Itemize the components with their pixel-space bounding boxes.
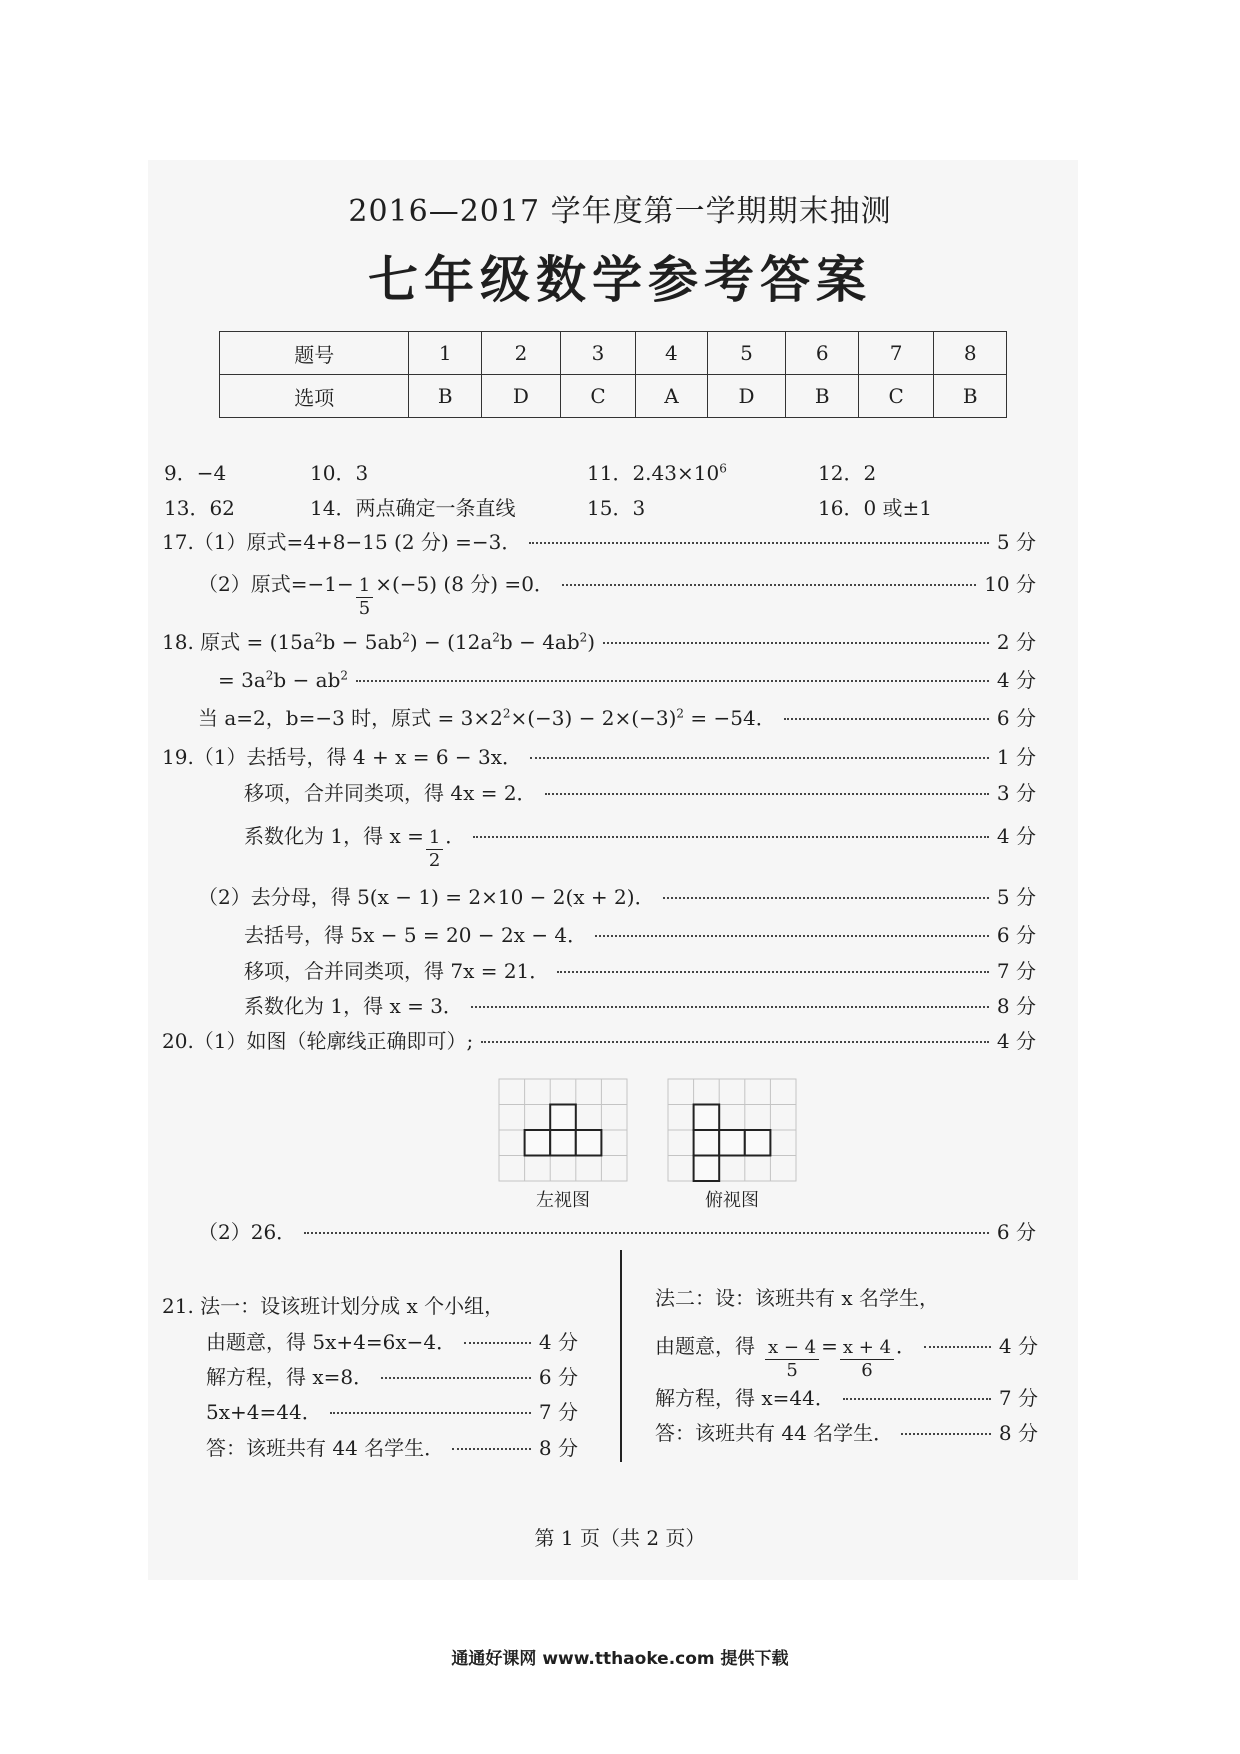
fraction-denominator: 6 [861,1360,873,1381]
q18-line2 [218,664,1036,693]
table-cell: D [707,375,786,418]
q20-part1-text: 20.（1）如图（轮廓线正确即可）; [162,1029,474,1053]
table-cell: D [482,375,561,418]
row-label-choice: 选项 [220,375,409,418]
dot-leader [562,584,976,586]
download-footer: 通通好课网 www.tthaoke.com 提供下载 [451,1649,789,1669]
expr-part: 当 a=2，b=−3 时，原式 = 3×2 [198,706,503,730]
dot-leader [603,642,989,644]
table-cell: 1 [409,332,482,375]
q18-expression [162,626,595,655]
table-cell: C [560,375,635,418]
q18-expression [218,668,348,692]
score: 3 分 [996,781,1036,805]
dot-leader [452,1448,531,1450]
q19-b4-text: 系数化为 1，得 x = 3． [244,994,463,1018]
score: 6 分 [538,1365,578,1389]
exponent: 2 [676,706,685,721]
q21-m1-line5 [206,1432,578,1461]
fraction-numerator: x + 4 [840,1337,894,1360]
score: 5 分 [996,885,1036,909]
dot-leader [545,793,989,795]
answer-q10: 10．3 [310,461,369,485]
score: 8 分 [538,1436,578,1460]
left-view-caption: 左视图 [536,1190,590,1211]
q21-m2-line3 [655,1382,1038,1411]
exponent: 2 [492,630,500,645]
table-cell: 2 [482,332,561,375]
table-cell: B [409,375,482,418]
dot-leader [330,1412,531,1414]
table-cell: B [786,375,859,418]
exponent: 2 [579,630,588,645]
row-label-question: 题号 [220,332,409,375]
score: 6 分 [996,706,1036,730]
page-number: 第 1 页（共 2 页） [534,1526,706,1550]
expr-part: ) − (12a [409,630,493,654]
expr-part: ) [587,630,596,654]
q21-m1-line5-text: 答：该班共有 44 名学生． [206,1436,445,1460]
score: 4 分 [538,1330,578,1354]
expr-part: 18. 原式 = (15a [162,630,315,654]
answer-q14: 14．两点确定一条直线 [310,496,516,520]
score: 8 分 [996,994,1036,1018]
q19-a1 [162,741,1036,770]
exponent: 2 [502,706,511,721]
dot-leader [924,1346,991,1348]
dot-leader [473,836,989,838]
view-outline [525,1105,602,1156]
q21-m2-line2 [655,1330,1038,1382]
score: 4 分 [996,668,1036,692]
q18-expression [198,702,776,731]
q18-line3 [198,702,1036,731]
q17-part1 [162,526,1036,555]
q19-a2 [244,777,1036,806]
expr-part: ×(−3) − 2×(−3) [510,706,677,730]
table-cell: 4 [636,332,707,375]
answer-q15: 15．3 [587,496,646,520]
score: 6 分 [996,1220,1036,1244]
answer-q9: 9．−4 [164,461,227,485]
exponent: 2 [265,668,274,683]
exponent: 2 [340,668,349,683]
table-cell: A [636,375,707,418]
answer-q16: 16．0 或±1 [818,496,933,520]
left-view-figure [498,1078,628,1182]
score: 2 分 [996,630,1036,654]
dot-leader [784,718,989,720]
view-outline [694,1105,771,1182]
q20-part2-text: （2）26． [198,1220,297,1244]
score: 7 分 [996,959,1036,983]
fraction [426,827,443,872]
table-cell: 6 [786,332,859,375]
answer-key-title: 七年级数学参考答案 [368,250,872,309]
fraction-denominator: 5 [358,598,371,619]
expr-part: b − 4ab [499,630,580,654]
q19-b3-text: 移项，合并同类项，得 7x = 21． [244,959,550,983]
fraction [765,1337,819,1382]
answer-table [219,331,1007,418]
dot-leader [530,757,989,759]
score: 6 分 [996,923,1036,947]
q21-m2-line4-text: 答：该班共有 44 名学生． [655,1421,894,1445]
fraction [840,1337,894,1382]
q19-b2 [244,919,1036,948]
q19-a1-text: 19.（1）去括号，得 4 + x = 6 − 3x． [162,745,523,769]
answer-q11-exponent: 6 [719,461,727,476]
fraction-denominator: 5 [786,1360,798,1381]
table-cell: 8 [934,332,1007,375]
q21-m1-line2-text: 由题意，得 5x+4=6x−4． [206,1330,457,1354]
q21-m1-line3 [206,1361,578,1390]
q17-part1-text: 17.（1）原式=4+8−15 (2 分) =−3． [162,530,522,554]
fraction [356,575,373,620]
q19-a3-suffix: ． [445,824,466,848]
q20-part1 [162,1025,1036,1054]
expr-part: b − ab [273,668,341,692]
dot-leader [356,680,989,682]
score: 10 分 [984,572,1036,596]
q17-part2-suffix: ×(−5) (8 分) =0． [375,572,554,596]
table-row-choices [220,375,1007,418]
q21-method1-setup: 21. 法一：设该班计划分成 x 个小组， [162,1294,505,1318]
equals-sign: = [821,1334,838,1358]
q20-part2 [198,1216,1036,1245]
dot-leader [464,1342,531,1344]
answer-q12: 12．2 [818,461,877,485]
table-cell: 7 [858,332,933,375]
table-row-numbers [220,332,1007,375]
score: 4 分 [996,1029,1036,1053]
q21-m1-line4 [206,1396,578,1425]
q17-part2-prefix: （2）原式=−1− [198,572,354,596]
dot-leader [843,1398,991,1400]
score: 5 分 [996,530,1036,554]
q21-m1-line4-text: 5x+4=44． [206,1400,322,1424]
fraction-numerator: x − 4 [765,1337,819,1360]
exponent: 2 [402,630,410,645]
q21-m2-line3-text: 解方程，得 x=44． [655,1386,835,1410]
q19-a3-prefix: 系数化为 1，得 x = [244,824,424,848]
q21-method2-setup: 法二：设：该班共有 x 名学生， [655,1286,939,1310]
dot-leader [901,1433,991,1435]
exponent: 2 [314,630,323,645]
fraction-denominator: 2 [428,850,441,871]
dot-leader [529,542,989,544]
answer-q13: 13．62 [164,496,235,520]
fraction-numerator: 1 [426,827,443,850]
q21-m2-line2-suffix: ． [896,1334,917,1358]
q21-m1-line3-text: 解方程，得 x=8． [206,1365,374,1389]
expr-part: b − 5ab [322,630,403,654]
dot-leader [481,1041,989,1043]
answer-q11-base: 11．2.43×10 [587,461,720,485]
table-cell: 3 [560,332,635,375]
top-view-figure [667,1078,797,1182]
q21-m1-line2 [206,1326,578,1355]
q18-line1 [162,626,1036,655]
fraction-numerator: 1 [356,575,373,598]
answer-q11 [587,457,727,486]
dot-leader [595,935,989,937]
q19-b1 [198,881,1036,910]
table-cell: 5 [707,332,786,375]
dot-leader [471,1006,989,1008]
table-cell: B [934,375,1007,418]
dot-leader [381,1377,531,1379]
score: 8 分 [998,1421,1038,1445]
score: 4 分 [996,824,1036,848]
q19-b2-text: 去括号，得 5x − 5 = 20 − 2x − 4． [244,923,588,947]
exam-title: 2016—2017 学年度第一学期期末抽测 [348,194,892,229]
score: 1 分 [996,745,1036,769]
q17-part2 [198,568,1036,620]
expr-part: = −54． [684,706,776,730]
q19-b3 [244,955,1036,984]
dot-leader [557,971,989,973]
q19-a3 [244,820,1036,872]
q21-m2-line2-prefix: 由题意，得 [655,1334,755,1358]
q19-b1-text: （2）去分母，得 5(x − 1) = 2×10 − 2(x + 2)． [198,885,655,909]
q19-b4 [244,990,1036,1019]
column-divider [620,1250,622,1462]
expr-part: = 3a [218,668,266,692]
q21-m2-line4 [655,1417,1038,1446]
dot-leader [663,897,989,899]
score: 7 分 [998,1386,1038,1410]
table-cell: C [858,375,933,418]
dot-leader [304,1232,989,1234]
score: 7 分 [538,1400,578,1424]
top-view-caption: 俯视图 [705,1190,759,1211]
score: 4 分 [998,1334,1038,1358]
q19-a2-text: 移项，合并同类项，得 4x = 2． [244,781,537,805]
